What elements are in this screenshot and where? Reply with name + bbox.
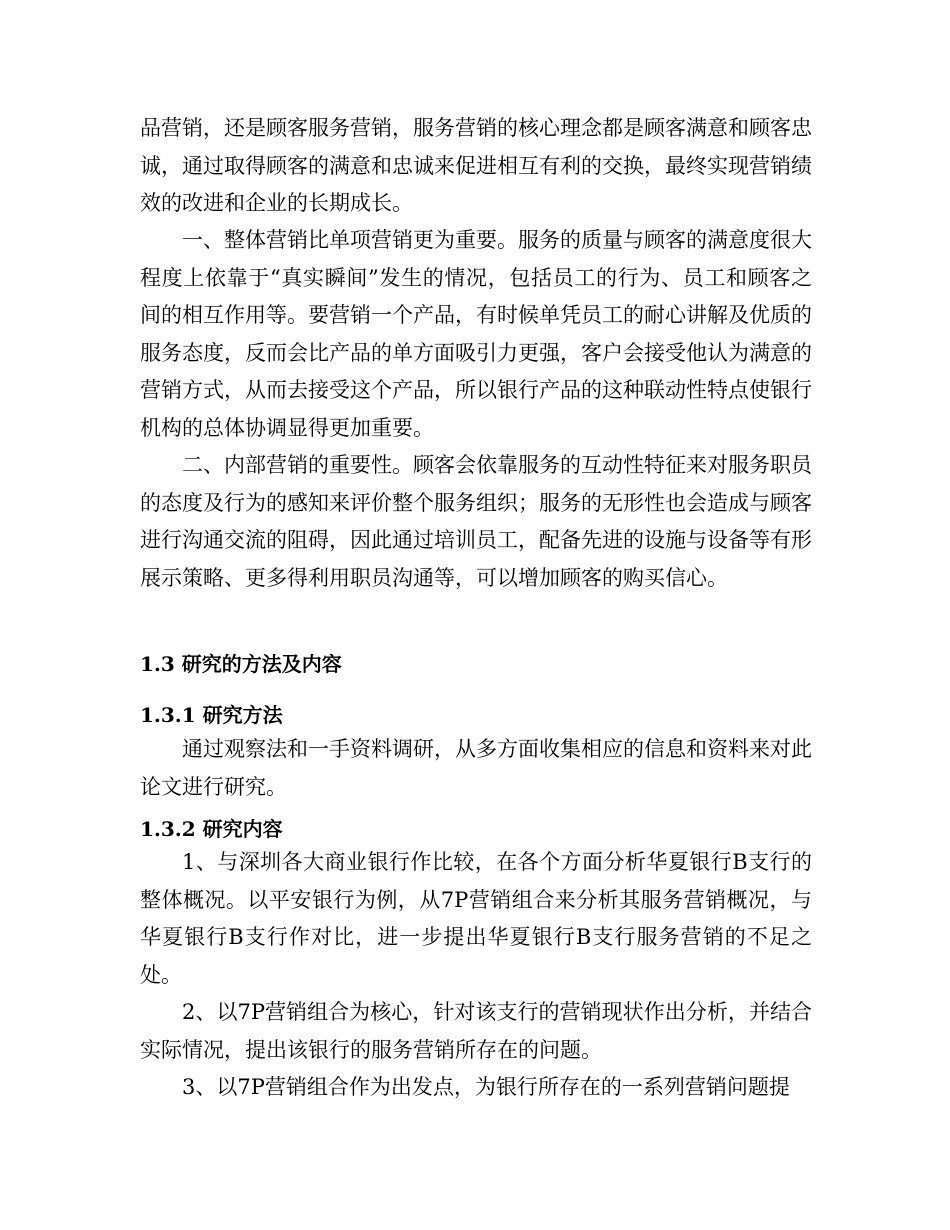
list-item-research-content-3: 3、以7P营销组合作为出发点，为银行所存在的一系列营销问题提 [182, 1075, 790, 1099]
subsection-heading-1-3-1: 1.3.1 研究方法 [140, 703, 283, 727]
paragraph-point-two: 二、内部营销的重要性。顾客会依靠服务的互动性特征来对服务职员的态度及行为的感知来评价整个服务组织；服务的无形性也会造成与顾客进行沟通交流的阻碍，因此通过培训员工，配备先进的设施与设备等有形展示策略、更多得利用职员沟通等，可以增加顾客的购买信心。 [140, 453, 812, 590]
paragraph-point-one: 一、整体营销比单项营销更为重要。服务的质量与顾客的满意度很大程度上依靠于“真实瞬间”发生的情况，包括员工的行为、员工和顾客之间的相互作用等。要营销一个产品，有时候单凭员工的耐心讲解及优质的服务态度，反而会比产品的单方面吸引力更强，客户会接受他认为满意的营销方式，从而去接受这个产品，所以银行产品的这种联动性特点使银行机构的总体协调显得更加重要。 [140, 228, 812, 440]
subsection-heading-1-3-2: 1.3.2 研究内容 [140, 817, 283, 841]
list-item-research-content-2: 2、以7P营销组合为核心，针对该支行的营销现状作出分析，并结合实际情况，提出该银行的服务营销所存在的问题。 [140, 1000, 812, 1062]
paragraph-research-method: 通过观察法和一手资料调研，从多方面收集相应的信息和资料来对此论文进行研究。 [140, 737, 812, 799]
list-item-research-content-1: 1、与深圳各大商业银行作比较，在各个方面分析华夏银行B支行的整体概况。以平安银行为例，从7P营销组合来分析其服务营销概况，与华夏银行B支行作对比，进一步提出华夏银行B支行服务营销的不足之处。 [140, 850, 812, 987]
paragraph-intro: 品营销，还是顾客服务营销，服务营销的核心理念都是顾客满意和顾客忠诚，通过取得顾客的满意和忠诚来促进相互有利的交换，最终实现营销绩效的改进和企业的长期成长。 [140, 116, 812, 215]
section-heading-1-3: 1.3 研究的方法及内容 [140, 652, 342, 676]
